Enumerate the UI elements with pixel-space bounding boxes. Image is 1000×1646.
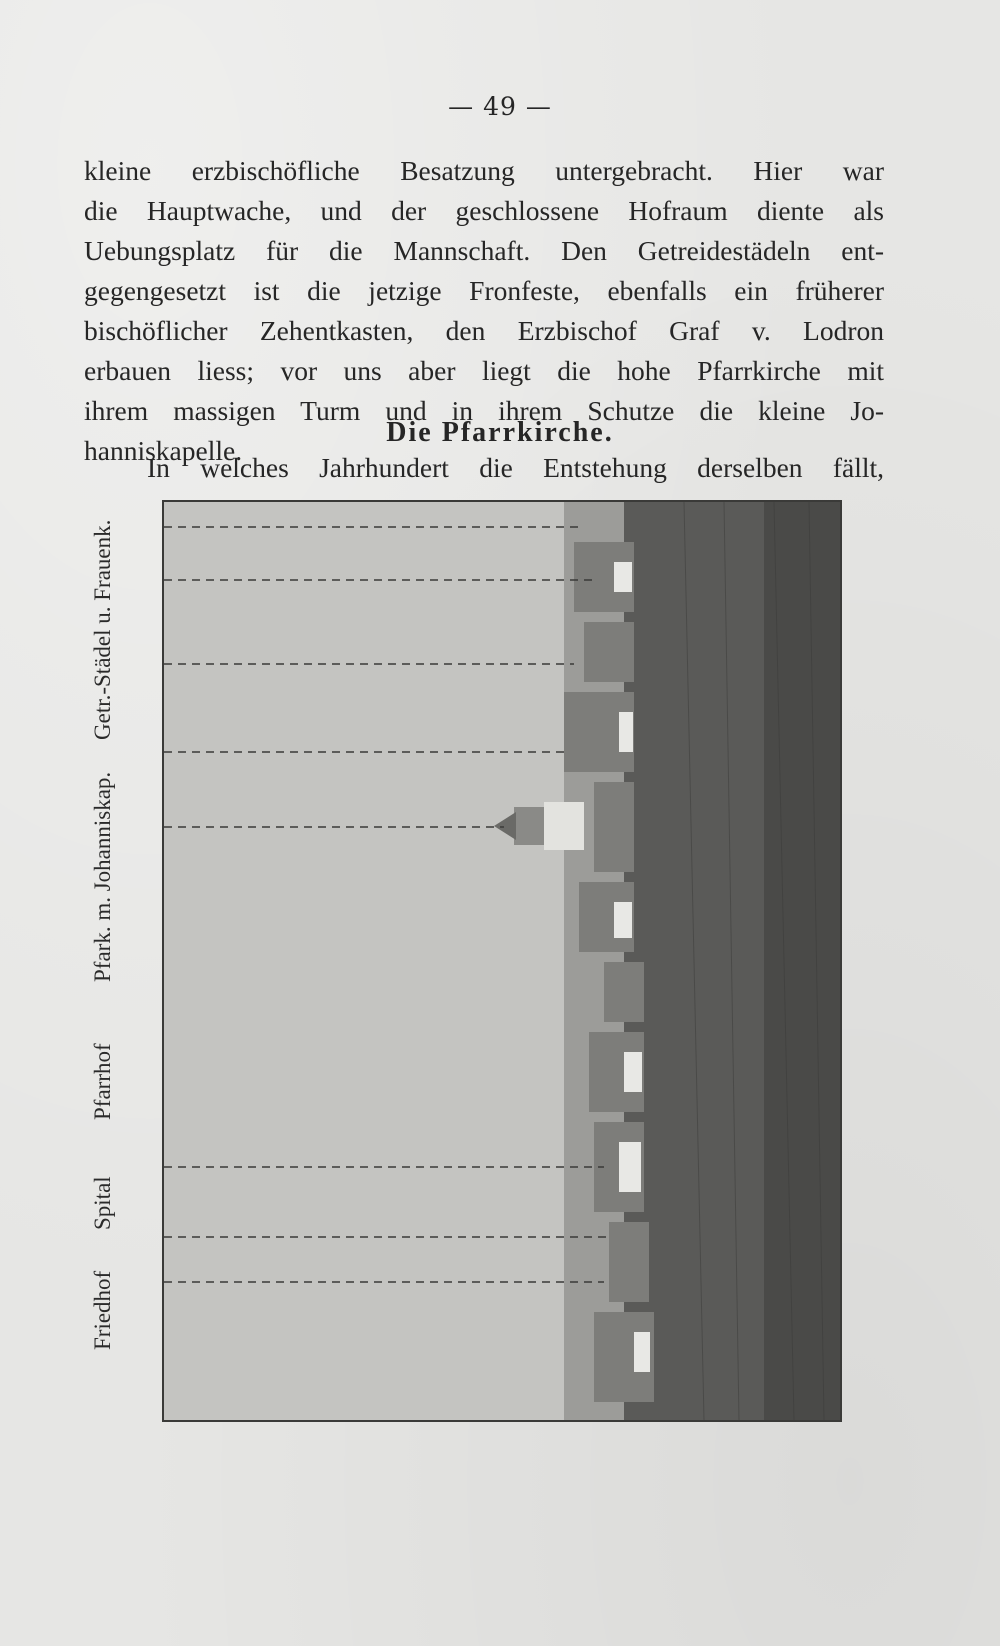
caption-spital: Spital	[90, 1176, 115, 1230]
photograph-drawing	[164, 502, 840, 1420]
caption-getreidestaedel: Getr.-Städel u. Frauenk.	[90, 519, 115, 740]
caption-pfarrkirche: Pfark. m. Johanniskap.	[90, 771, 115, 982]
section-heading: Die Pfarrkirche.	[386, 417, 614, 448]
paragraph-line: kleine erzbischöfliche Besatzung untergebracht. Hier war	[84, 155, 884, 186]
caption-friedhof: Friedhof	[90, 1270, 115, 1350]
paragraph-line: Uebungsplatz für die Mannschaft. Den Getreidestädeln ent-	[84, 235, 884, 266]
paragraph-line: erbauen liess; vor uns aber liegt die hohe Pfarrkirche mit	[84, 355, 884, 386]
paragraph-line: hanniskapelle.	[84, 435, 243, 466]
paragraph-line: die Hauptwache, und der geschlossene Hofraum diente als	[84, 195, 884, 226]
paragraph-line: gegengesetzt ist die jetzige Fronfeste, ebenfalls ein früherer	[84, 275, 884, 306]
caption-pfarrhof: Pfarrhof	[90, 1043, 115, 1120]
second-paragraph-line: In welches Jahrhundert die Entstehung derselben fällt,	[147, 452, 884, 483]
page-number: — 49 —	[448, 92, 552, 121]
town-photograph	[162, 500, 842, 1422]
paragraph-line: bischöflicher Zehentkasten, den Erzbischof Graf v. Lodron	[84, 315, 884, 346]
paragraph-line: ihrem massigen Turm und in ihrem Schutze die kleine Jo-	[84, 395, 884, 426]
